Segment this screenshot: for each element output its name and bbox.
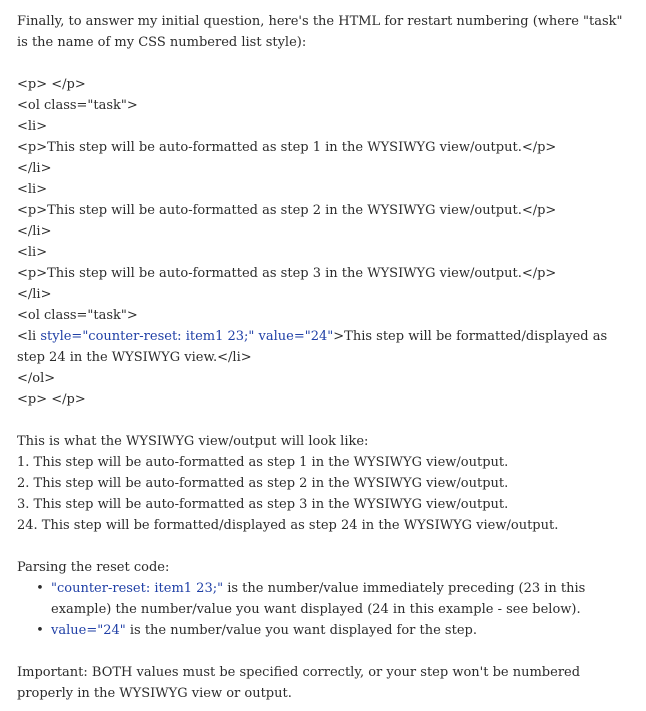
code-line-reset (17, 326, 636, 368)
output-item: 1. This step will be auto-formatted as step 1 in the WYSIWYG view/output. (17, 455, 509, 470)
code-line: <ol class="task"> (17, 308, 138, 323)
code-line: </li> (17, 161, 52, 176)
code-line: </ol> (17, 371, 56, 386)
code-value-attr: value="24" (258, 329, 334, 344)
bullet: • (36, 581, 44, 596)
output-heading: This is what the WYSIWYG view/output will look like: (17, 434, 369, 449)
parsing-section (17, 557, 636, 641)
parsing-heading: Parsing the reset code: (17, 560, 170, 575)
code-line: <li> (17, 119, 48, 134)
code-line: </li> (17, 287, 52, 302)
code-li-open: <li (17, 329, 41, 344)
output-item: 2. This step will be auto-formatted as step 2 in the WYSIWYG view/output. (17, 476, 509, 491)
code-line: <p>This step will be auto-formatted as step 3 in the WYSIWYG view/output.</p> (17, 266, 557, 281)
code-line: </li> (17, 224, 52, 239)
code-li-content: >This step will be formatted/displayed as step 24 in the WYSIWYG view.</li> (17, 329, 608, 365)
code-line: <li> (17, 245, 48, 260)
code-line: <p>This step will be auto-formatted as step 1 in the WYSIWYG view/output.</p> (17, 140, 557, 155)
code-counter-reset: "counter-reset: item1 23;" (51, 581, 224, 596)
code-style-attr: style="counter-reset: item1 23;" (40, 329, 255, 344)
code-line: <ol class="task"> (17, 98, 138, 113)
list-item-text: is the number/value immediately preceding (23 in this example) the number/value you want displayed (24 in this example - see below). (51, 581, 586, 617)
important-note: Important: BOTH values must be specified correctly, or your step won't be numbered properly in the WYSIWYG view or output. (17, 665, 581, 701)
code-line: <li> (17, 182, 48, 197)
output-item: 24. This step will be formatted/displayed as step 24 in the WYSIWYG view/output. (17, 518, 559, 533)
code-line: <p> </p> (17, 392, 86, 407)
code-line: <p>This step will be auto-formatted as step 2 in the WYSIWYG view/output.</p> (17, 203, 557, 218)
parsing-list (17, 578, 636, 641)
list-item (17, 620, 636, 641)
bullet: • (36, 623, 44, 638)
code-value: value="24" (51, 623, 126, 638)
intro-paragraph: Finally, to answer my initial question, here's the HTML for restart numbering (where "task" is the name of my CSS numbered list style): (17, 14, 623, 50)
output-section (17, 431, 636, 536)
list-item (17, 578, 636, 620)
output-item: 3. This step will be auto-formatted as step 3 in the WYSIWYG view/output. (17, 497, 509, 512)
code-line: <p> </p> (17, 77, 86, 92)
html-code-block (17, 74, 636, 410)
list-item-text: is the number/value you want displayed for the step. (125, 623, 477, 638)
